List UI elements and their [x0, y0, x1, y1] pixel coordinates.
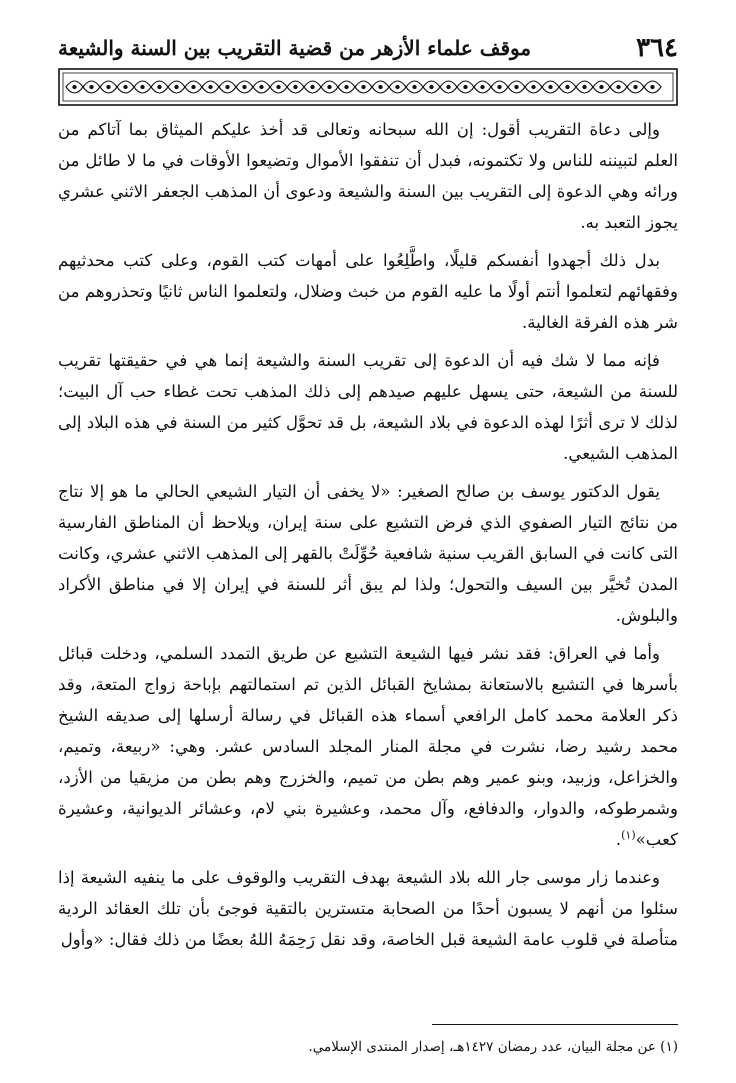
ornament-dot [73, 85, 76, 88]
ornament-dot [209, 85, 212, 88]
ornament-dot [141, 85, 144, 88]
ornament-dot [345, 85, 348, 88]
ornament-dot [481, 85, 484, 88]
ornament-dot [651, 85, 654, 88]
ornament-dot [311, 85, 314, 88]
ornament-dot [583, 85, 586, 88]
body-text [58, 114, 678, 962]
ornament-dot [243, 85, 246, 88]
footnote-reference[interactable]: (١) [621, 828, 636, 842]
footnote: (١) عن مجلة البيان، عدد رمضان ١٤٢٧هـ، إصدار المنتدى الإسلامي. [308, 1039, 678, 1055]
ornament-dot [158, 85, 161, 88]
paragraph-2: بدل ذلك أجهدوا أنفسكم قليلًا، واطَّلِعُوا على أمهات كتب القوم، وعلى كتب محدثيهم وفقهائهم لتعلموا أنتم أولًا ما عليه القوم من خبث وضلال، ولتعلموا الناس ثانيًا وتحذروهم من شر هذه الفرقة الغالية. [58, 251, 678, 332]
paragraph-3: فإنه مما لا شك فيه أن الدعوة إلى تقريب السنة والشيعة إنما هي في حقيقتها تقريب للسنة من الشيعة، حتى يسهل عليهم صيدهم إلى ذلك المذهب تحت غطاء حب آل البيت؛ لذلك لا ترى أثرًا لهذه الدعوة في بلاد الشيعة، بل قد تحوَّل كثير من السنة في هذه البلاد إلى المذهب الشيعي. [58, 351, 678, 463]
ornament-dot [90, 85, 93, 88]
ornament-dot [498, 85, 501, 88]
ornament-dot [617, 85, 620, 88]
ornament-dot [600, 85, 603, 88]
ornament-dot [413, 85, 416, 88]
ornament-dot [566, 85, 569, 88]
ornament-dot [532, 85, 535, 88]
ornament-dot [396, 85, 399, 88]
ornament-dot [515, 85, 518, 88]
paragraph-4: يقول الدكتور يوسف بن صالح الصغير: «لا يخفى أن التيار الشيعي الحالي ما هو إلا نتاج من نتائج التيار الصفوي الذي فرض التشيع على سنة إيران، ويلاحظ أن المناطق الفارسية التى كانت في السابق القريب سنية شافعية حُوِّلَتْ بالقهر إلى المذهب الاثني عشري، وكانت المدن تُخيَّر بين السيف والتحول؛ ولذا لم يبق أثر للسنة في إيران إلا في مناطق الأكراد والبلوش. [58, 482, 678, 625]
ornament-dot [107, 85, 110, 88]
ornament-dot [277, 85, 280, 88]
ornament-dot [260, 85, 263, 88]
paragraph-1: وإلى دعاة التقريب أقول: إن الله سبحانه وتعالى قد أخذ عليكم الميثاق بما آتاكم من العلم لتبيننه للناس ولا تكتمونه، فبدل أن تنفقوا الأموال وتضيعوا الأوقات في ما لا طائل من ورائه وهي الدعوة إلى التقريب بين السنة والشيعة ودعوى أن المذهب الجعفر الاثني عشري يجوز التعبد به. [58, 120, 678, 232]
ornament-dot [362, 85, 365, 88]
footnote-separator [432, 1024, 678, 1025]
ornament-dot [634, 85, 637, 88]
ornament-dot [549, 85, 552, 88]
paragraph-5-text: وأما في العراق: فقد نشر فيها الشيعة التشيع عن طريق التمدد السلمي، ودخلت قبائل بأسرها في التشيع بالاستعانة بمشايخ القبائل الذين تم استمالتهم بإباحة زواج المتعة، وقد ذكر العلامة محمد كامل الرافعي أسماء هذه القبائل في رسالة أرسلها إلى صديقه الشيخ محمد رشيد رضا، نشرت في مجلة المنار المجلد السادس عشر. وهي: «ربيعة، وتميم، والخزاعل، وزبيد، وبنو عمير وهم بطن من تميم، والخزرج وهم بطن من مزيقيا من الأزد، وشمرطوكه، والدوار، والدفافع، وآل محمد، وعشيرة بني لام، وعشائر الديوانية، وعشيرة كعب» [58, 644, 678, 849]
ornament-dot [430, 85, 433, 88]
ornament-dot [226, 85, 229, 88]
ornament-dot [464, 85, 467, 88]
ornament-dot [328, 85, 331, 88]
ornament-dot [175, 85, 178, 88]
ornament-dot [192, 85, 195, 88]
paragraph-5: وأما في العراق: فقد نشر فيها الشيعة التشيع عن طريق التمدد السلمي، ودخلت قبائل بأسرها في التشيع بالاستعانة بمشايخ القبائل الذين تم استمالتهم بإباحة زواج المتعة، وقد ذكر العلامة محمد كامل الرافعي أسماء هذه القبائل في رسالة أرسلها إلى صديقه الشيخ محمد رشيد رضا، نشرت في مجلة المنار المجلد السادس عشر. وهي: «ربيعة، وتميم، والخزاعل، وزبيد، وبنو عمير وهم بطن من تميم، والخزرج وهم بطن من مزيقيا من الأزد، وشمرطوكه، والدوار، والدفافع، وآل محمد، وعشيرة بني لام، وعشائر الديوانية، وعشيرة كعب»$^{(١)}$. [58, 644, 678, 849]
ornament-dot [294, 85, 297, 88]
ornament-dot [379, 85, 382, 88]
page-number: ٣٦٤ [636, 33, 678, 63]
ornamental-border [58, 68, 678, 106]
page-header [58, 30, 678, 66]
paragraph-6: وعندما زار موسى جار الله بلاد الشيعة بهدف التقريب والوقوف على ما ينفيه الشيعة إذا سئلوا من أنهم لا يسبون أحدًا من الصحابة متسترين بالتقية فوجئ بأن تلك العقائد الردية متأصلة في قلوب عامة الشيعة قبل الخاصة، وقد نقل رَحِمَهُ اللهُ بعضًا من ذلك فقال: «وأول [58, 868, 678, 949]
ornament-dot [447, 85, 450, 88]
ornament-dot [124, 85, 127, 88]
running-title: موقف علماء الأزهر من قضية التقريب بين السنة والشيعة [58, 36, 532, 60]
